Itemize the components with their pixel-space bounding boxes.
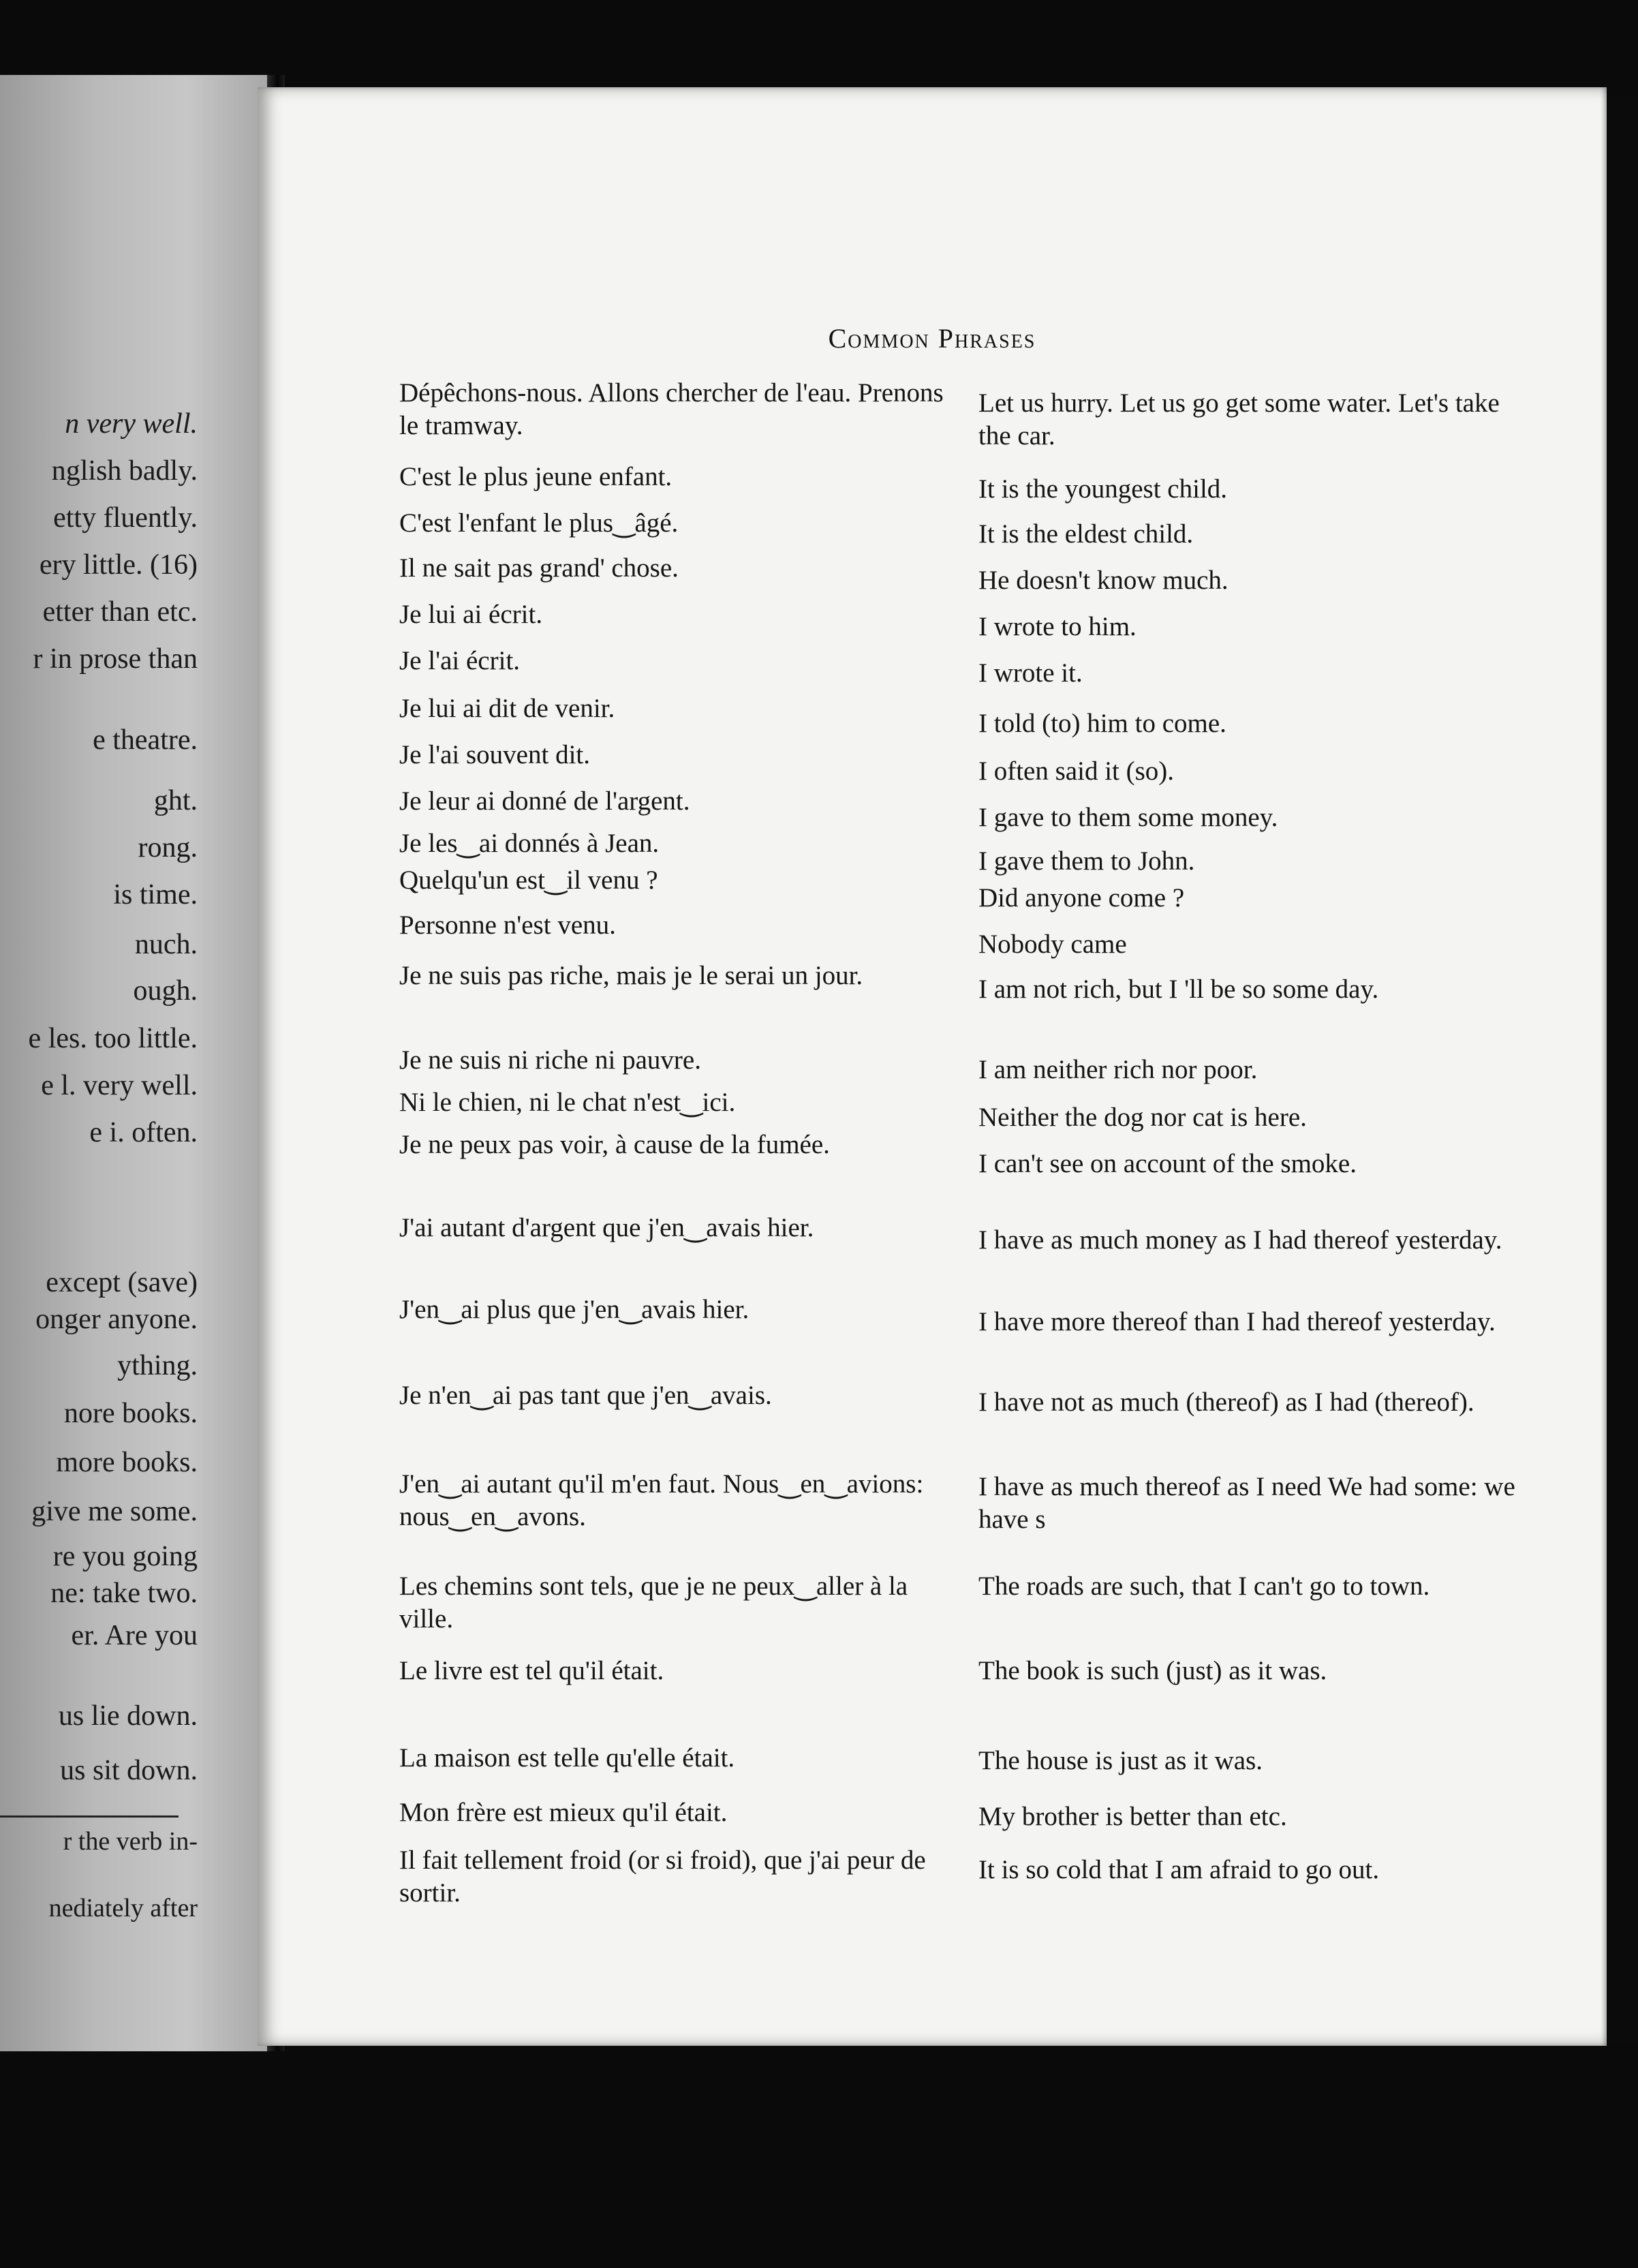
french-phrase: Je l'ai souvent dit.: [399, 740, 590, 769]
english-phrase: Neither the dog nor cat is here.: [978, 1103, 1307, 1132]
english-phrase: It is so cold that I am afraid to go out.: [978, 1855, 1380, 1884]
french-phrase: Dépêchons-nous. Allons chercher de l'eau. Prenons le tramway.: [399, 378, 944, 440]
english-phrase: I have as much money as I had thereof yesterday.: [978, 1225, 1502, 1255]
english-phrase: The book is such (just) as it was.: [978, 1656, 1327, 1685]
left-line: give me some.: [31, 1496, 198, 1527]
english-phrase: I have not as much (thereof) as I had (thereof).: [978, 1388, 1474, 1417]
english-phrase: My brother is better than etc.: [978, 1802, 1287, 1831]
left-line: ything.: [117, 1350, 198, 1381]
french-phrase: Le livre est tel qu'il était.: [399, 1656, 664, 1685]
left-line: ery little. (16): [39, 549, 198, 581]
right-page: [258, 87, 1607, 2046]
left-line: er. Are you: [71, 1620, 198, 1651]
left-line: ough.: [133, 975, 198, 1007]
left-line: ne: take two.: [50, 1578, 198, 1609]
english-phrase: I wrote to him.: [978, 612, 1137, 641]
english-phrase: I am neither rich nor poor.: [978, 1055, 1258, 1084]
french-phrase: La maison est telle qu'elle était.: [399, 1743, 735, 1773]
english-phrase: I told (to) him to come.: [978, 709, 1226, 738]
french-phrase: Je n'en‿ai pas tant que j'en‿avais.: [399, 1381, 772, 1410]
left-line: n very well.: [65, 408, 198, 440]
english-phrase: I wrote it.: [978, 658, 1083, 688]
left-line: rong.: [138, 832, 198, 863]
left-line: ght.: [153, 785, 198, 816]
english-phrase: I gave them to John.: [978, 846, 1195, 876]
english-phrase: I have as much thereof as I need We had some: we have s: [978, 1472, 1515, 1534]
french-phrase: Ni le chien, ni le chat n'est‿ici.: [399, 1088, 736, 1117]
english-phrase: I can't see on account of the smoke.: [978, 1149, 1357, 1178]
french-phrase: Je leur ai donné de l'argent.: [399, 786, 690, 816]
english-phrase: I often said it (so).: [978, 756, 1175, 786]
french-phrase: Je ne peux pas voir, à cause de la fumée.: [399, 1130, 830, 1159]
footnote-divider: [0, 1815, 179, 1818]
french-phrase: J'ai autant d'argent que j'en‿avais hier.: [399, 1213, 814, 1242]
left-line: nediately after: [48, 1894, 198, 1922]
left-line: us lie down.: [58, 1700, 198, 1732]
french-phrase: Personne n'est venu.: [399, 910, 616, 940]
french-phrase: Je les‿ai donnés à Jean.: [399, 829, 660, 858]
page-heading: Common Phrases: [828, 323, 1036, 354]
french-phrase: Quelqu'un est‿il venu ?: [399, 865, 658, 895]
left-line: nuch.: [134, 929, 198, 960]
french-phrase: Mon frère est mieux qu'il était.: [399, 1798, 728, 1827]
left-line: e i. often.: [89, 1117, 198, 1148]
left-line: re you going: [52, 1541, 198, 1572]
left-line: is time.: [113, 879, 198, 910]
french-phrase: Les chemins sont tels, que je ne peux‿aller à la ville.: [399, 1572, 908, 1634]
left-line: e theatre.: [93, 724, 198, 756]
left-line: e l. very well.: [41, 1070, 198, 1101]
english-phrase: It is the youngest child.: [978, 474, 1228, 504]
english-phrase: It is the eldest child.: [978, 519, 1194, 549]
left-line: etter than etc.: [42, 596, 198, 628]
english-phrase: Let us hurry. Let us go get some water. Let's take the car.: [978, 388, 1500, 450]
left-line: us sit down.: [60, 1755, 198, 1786]
left-line: r the verb in-: [63, 1827, 198, 1856]
french-phrase: Il ne sait pas grand' chose.: [399, 553, 679, 583]
left-line: r in prose than: [33, 643, 198, 675]
english-phrase: Did anyone come ?: [978, 883, 1185, 913]
english-phrase: I have more thereof than I had thereof yesterday.: [978, 1307, 1496, 1336]
left-line: nglish badly.: [51, 455, 198, 487]
left-line: etty fluently.: [53, 502, 198, 534]
french-phrase: Je l'ai écrit.: [399, 646, 521, 675]
english-phrase: The roads are such, that I can't go to town.: [978, 1572, 1430, 1601]
french-phrase: C'est le plus jeune enfant.: [399, 462, 673, 491]
left-line: e les. too little.: [28, 1023, 198, 1054]
left-line: more books.: [56, 1447, 198, 1478]
french-phrase: J'en‿ai autant qu'il m'en faut. Nous‿en‿avions: nous‿en‿avons.: [399, 1469, 924, 1531]
english-phrase: I gave to them some money.: [978, 803, 1278, 832]
english-phrase: I am not rich, but I 'll be so some day.: [978, 975, 1379, 1004]
page-edge-shadow: [1607, 95, 1638, 2044]
french-phrase: J'en‿ai plus que j'en‿avais hier.: [399, 1295, 750, 1324]
french-phrase: Je lui ai dit de venir.: [399, 694, 615, 723]
french-phrase: Il fait tellement froid (or si froid), que j'ai peur de sortir.: [399, 1845, 926, 1907]
english-phrase: The house is just as it was.: [978, 1746, 1263, 1775]
french-phrase: Je ne suis pas riche, mais je le serai un jour.: [399, 961, 863, 990]
left-line: nore books.: [64, 1398, 198, 1429]
left-line: onger anyone.: [35, 1304, 198, 1335]
english-phrase: Nobody came: [978, 930, 1127, 959]
french-phrase: C'est l'enfant le plus‿âgé.: [399, 508, 679, 538]
left-line: except (save): [46, 1267, 198, 1298]
french-phrase: Je ne suis ni riche ni pauvre.: [399, 1045, 701, 1075]
french-phrase: Je lui ai écrit.: [399, 600, 543, 629]
left-page-fragment: [0, 75, 267, 2051]
english-phrase: He doesn't know much.: [978, 566, 1228, 595]
